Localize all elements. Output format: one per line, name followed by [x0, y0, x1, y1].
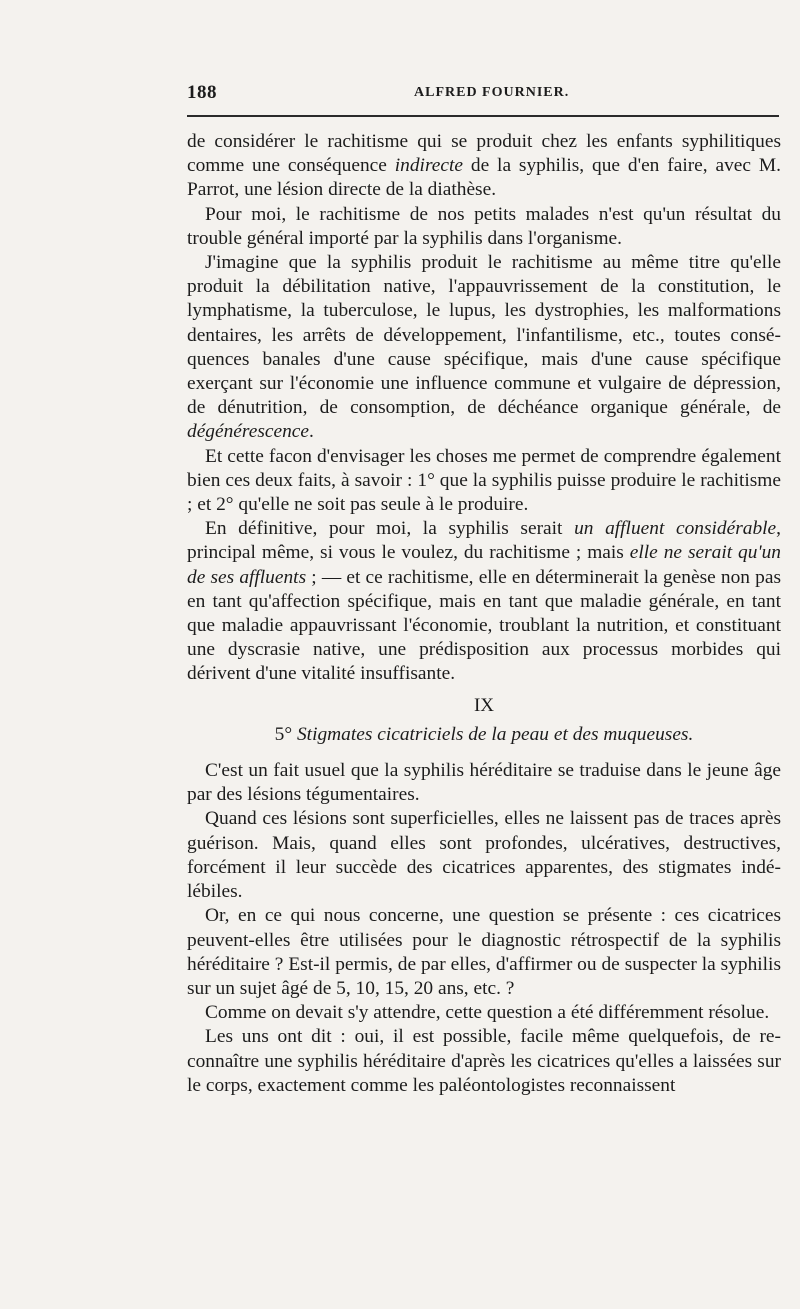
section-title-text: Stigmates cicatriciels de la peau et des muqueuses.: [296, 723, 694, 745]
italic-text: elle ne serait qu'un de ses affluents: [187, 542, 781, 588]
paragraph-text: Or, en ce qui nous concerne, une question se présente : ces cicatrices peuvent-elles être utilisées pour le diagnostic rétrospectif de la syphilis héréditaire ? Est-il permis, de par elles, d'affirmer ou de suspecter la syphilis sur un sujet âgé de 5, 10, 15, 20 ans, etc. ?: [187, 905, 781, 999]
section-title-prefix: 5°: [274, 723, 293, 745]
paragraph-text: ; — et ce rachitisme, elle en déterminerait la genèse non pas en tant qu'affection spécifique, mais en tant que maladie générale, en tant que maladie appauvrissant l'économie, troublant la nutrition, et constituant une dyscrasie native, une prédisposition aux processus morbides qui dérivent d'une vitalité insuffisante.: [187, 566, 782, 685]
paragraph-text: Et cette facon d'envisager les choses me permet de comprendre également bien ces deux faits, à savoir : 1° que la syphilis puisse produire le rachitisme ; et 2° qu'elle ne soit pas seule à le produire.: [187, 445, 781, 516]
paragraph-text: J'imagine que la syphilis produit le rachitisme au même titre qu'elle produit la débilitation native, l'appauvrissement de la constitution, le lymphatisme, la tuberculose, le lupus, les dystrophies, les malformations dentaires, les arrêts de développement, l'infantilisme, etc., toutes conséquences banales d'une cause spécifique, mais d'une cause spécifique exerçant sur l'économie une influence commune et vulgaire de dépression, de dénutrition, de consomption, de déchéance organique générale, de: [187, 252, 781, 419]
paragraph: [187, 251, 781, 445]
section-title: [187, 723, 781, 747]
paragraph: [187, 517, 781, 686]
paragraph-text: de la syphilis, que d'en faire, avec M. Parrot, une lésion directe de la diathèse.: [187, 155, 781, 201]
paragraph-text: , principal même, si vous le voulez, du rachitisme ; mais: [187, 518, 781, 564]
paragraph: [187, 203, 781, 251]
running-title: ALFRED FOURNIER.: [414, 85, 570, 100]
section-number: IX: [473, 694, 495, 716]
paragraph: [187, 807, 781, 904]
paragraph: [187, 445, 781, 518]
paragraph-text: Pour moi, le rachitisme de nos petits malades n'est qu'un résultat du trouble général importé par la syphilis dans l'organisme.: [187, 203, 781, 249]
paragraph-text: Quand ces lésions sont superficielles, elles ne laissent pas de traces après guérison. Mais, quand elles sont profondes, ulcératives, destructives, forcément il leur succède des cicatrices apparentes, des stigmates indélébiles.: [187, 808, 781, 903]
page-number: 188: [187, 82, 217, 103]
paragraph-text: Comme on devait s'y attendre, cette question a été différemment résolue.: [205, 1002, 770, 1024]
paragraph-text: de considérer le rachitisme qui se produit chez les enfants syphilitiques comme une conséquence: [187, 131, 781, 177]
italic-text: dégénérescence: [187, 421, 310, 443]
paragraph: [187, 130, 781, 203]
paragraph: [187, 759, 781, 807]
paragraph-text: En définitive, pour moi, la syphilis serait: [205, 518, 575, 540]
paragraph-text: .: [309, 421, 314, 443]
header-rule: [187, 115, 779, 117]
paragraph-text: C'est un fait usuel que la syphilis héréditaire se traduise dans le jeune âge par des lésions tégumentaires.: [187, 760, 781, 806]
page-header: [187, 82, 780, 108]
italic-text: un affluent considérable: [574, 518, 777, 540]
paragraph: [187, 1001, 781, 1025]
italic-text: indirecte: [394, 155, 463, 177]
paragraph: [187, 1025, 781, 1098]
paragraph-text: Les uns ont dit : oui, il est possible, facile même quelquefois, de reconnaître une syphilis héréditaire d'après les cicatrices qu'elles a laissées sur le corps, exactement comme les paléontologistes reconnaissent: [187, 1026, 781, 1096]
paragraph: [187, 904, 781, 1001]
page-body: [187, 130, 781, 1098]
text-after-section: [187, 759, 781, 1098]
text-before-section: [187, 130, 781, 687]
